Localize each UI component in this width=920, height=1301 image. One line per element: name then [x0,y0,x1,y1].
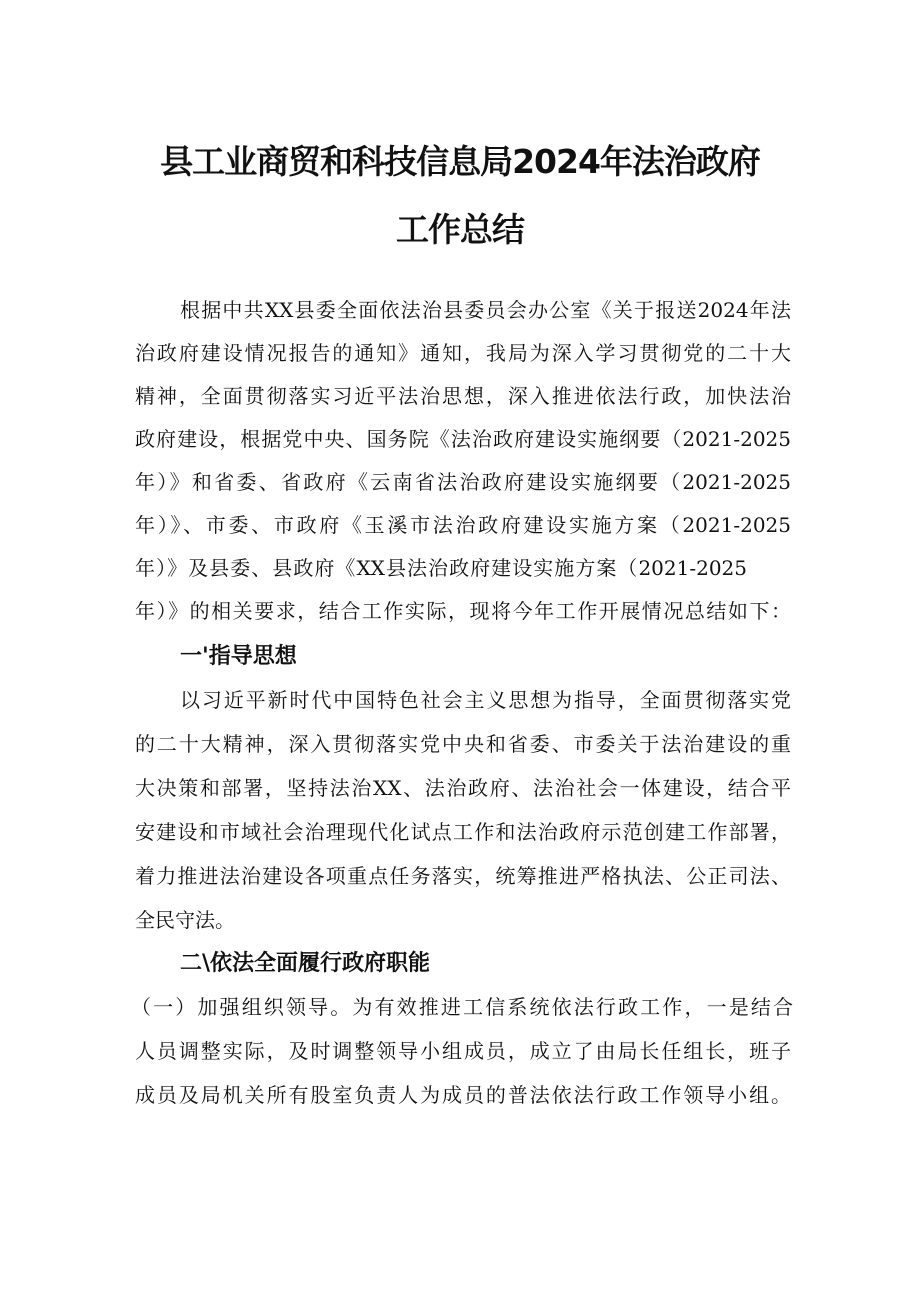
section-1-line: 大决策和部署，坚持法治XX、法治政府、法治社会一体建设，结合平 [135,776,791,800]
section-1-line: 着力推进法治建设各项重点任务落实，统筹推进严格执法、公正司法、 [135,864,791,888]
section-2-line: 成员及局机关所有股室负责人为成员的普法依法行政工作领导小组。 [135,1083,791,1107]
intro-line: 精神，全面贯彻落实习近平法治思想，深入推进依法行政，加快法治 [135,384,791,408]
intro-line: 政府建设，根据党中央、国务院《法治政府建设实施纲要（2021-2025 [135,427,791,451]
section-1-line: 安建设和市域社会治理现代化试点工作和法治政府示范创建工作部署， [135,820,791,844]
document-title-line-2: 工作总结 [396,210,524,249]
section-1-line: 全民守法。 [135,908,235,932]
intro-line: 根据中共XX县委全面依法治县委员会办公室《关于报送2024年法 [180,298,791,322]
section-2-line: 人员调整实际，及时调整领导小组成员，成立了由局长任组长，班子 [135,1039,791,1063]
section-2-heading: 二\依法全面履行政府职能 [180,951,431,976]
intro-line: 年）》和省委、省政府《云南省法治政府建设实施纲要（2021-2025 [135,470,791,494]
document-title-line-1: 县工业商贸和科技信息局2024年法治政府 [160,142,760,181]
intro-line: 年）》的相关要求，结合工作实际，现将今年工作开展情况总结如下： [135,599,791,623]
intro-line: 年）》、市委、市政府《玉溪市法治政府建设实施方案（2021-2025 [135,513,791,537]
section-2-line: （一）加强组织领导。为有效推进工信系统依法行政工作，一是结合 [131,995,793,1019]
section-1-heading: 一'指导思想 [180,644,297,669]
intro-line: 治政府建设情况报告的通知》通知，我局为深入学习贯彻党的二十大 [135,341,791,365]
section-1-line: 的二十大精神，深入贯彻落实党中央和省委、市委关于法治建设的重 [135,732,791,756]
intro-line: 年）》及县委、县政府《XX县法治政府建设实施方案（2021-2025 [135,556,747,580]
section-1-line: 以习近平新时代中国特色社会主义思想为指导，全面贯彻落实党 [180,688,791,712]
